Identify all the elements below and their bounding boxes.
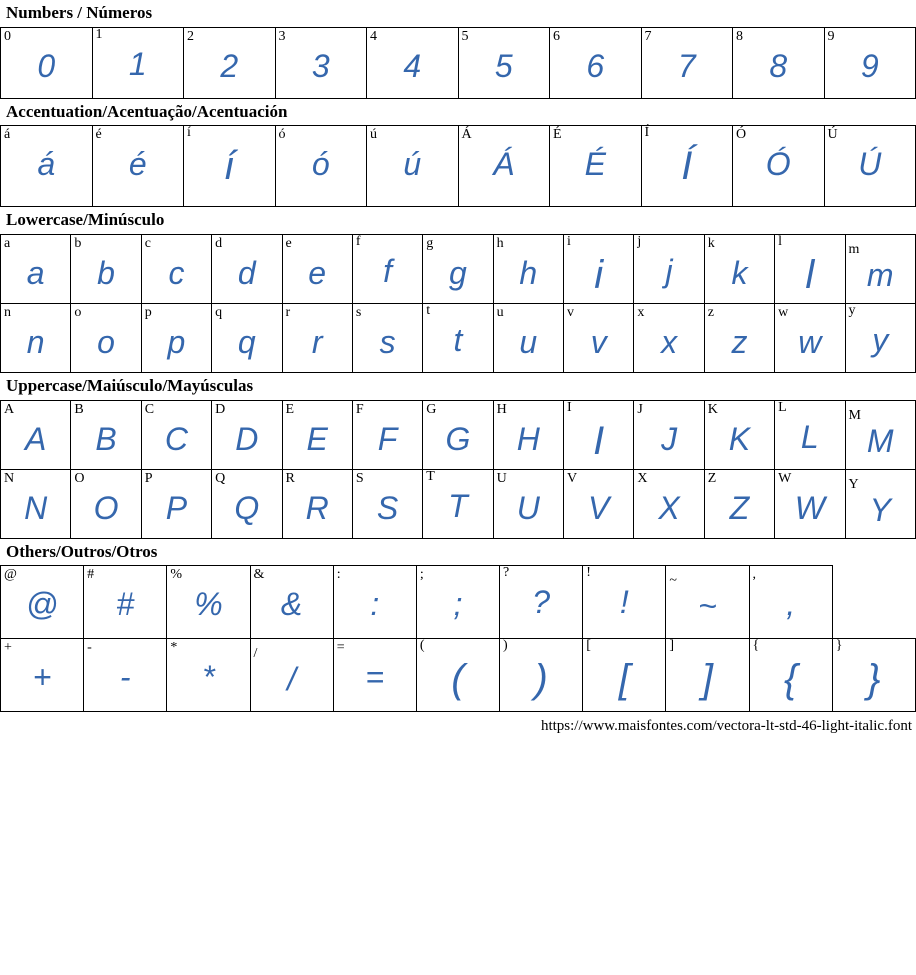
glyph-label: 5 bbox=[461, 28, 469, 44]
glyph-label: w bbox=[778, 305, 789, 321]
glyph-sample: = bbox=[365, 659, 385, 696]
glyph-sample: i bbox=[594, 253, 604, 298]
glyph-sample: + bbox=[32, 659, 52, 696]
glyph-cell bbox=[71, 469, 141, 538]
glyph-cell bbox=[775, 235, 845, 304]
glyph-cell bbox=[564, 235, 634, 304]
glyph-sample: 6 bbox=[586, 47, 605, 84]
glyph-sample: n bbox=[26, 324, 45, 361]
glyph-label: J bbox=[637, 401, 643, 417]
glyph-sample: é bbox=[128, 146, 147, 183]
glyph-label: V bbox=[567, 470, 578, 486]
glyph-label: 2 bbox=[187, 28, 194, 44]
glyph-sample: S bbox=[376, 489, 399, 526]
glyph-table-lowercase bbox=[0, 234, 916, 373]
glyph-sample: h bbox=[519, 255, 538, 292]
glyph-cell bbox=[583, 639, 666, 712]
glyph-label: C bbox=[144, 401, 155, 417]
glyph-label: Ú bbox=[827, 127, 838, 143]
glyph-label: @ bbox=[4, 567, 17, 583]
glyph-sample: á bbox=[37, 146, 56, 183]
glyph-label: 7 bbox=[644, 28, 652, 44]
glyph-label: u bbox=[496, 305, 504, 321]
glyph-cell bbox=[416, 639, 499, 712]
glyph-cell bbox=[71, 304, 141, 373]
glyph-sample: W bbox=[794, 489, 825, 526]
glyph-label: g bbox=[426, 236, 434, 252]
glyph-sample: q bbox=[237, 324, 256, 361]
glyph-label: ( bbox=[419, 638, 425, 654]
glyph-cell bbox=[493, 304, 563, 373]
glyph-cell bbox=[1, 639, 84, 712]
glyph-cell bbox=[704, 235, 774, 304]
glyph-cell bbox=[824, 126, 916, 207]
glyph-label: z bbox=[707, 305, 714, 321]
glyph-cell bbox=[500, 639, 583, 712]
glyph-sample: 8 bbox=[769, 47, 788, 84]
glyph-label: R bbox=[285, 470, 295, 486]
glyph-sample: } bbox=[867, 657, 881, 702]
glyph-sample: B bbox=[95, 420, 117, 457]
glyph-label: 9 bbox=[827, 28, 835, 44]
glyph-label: # bbox=[87, 567, 95, 583]
glyph-label: : bbox=[336, 567, 341, 583]
glyph-label: ó bbox=[278, 127, 286, 143]
glyph-cell bbox=[282, 400, 352, 469]
glyph-label: T bbox=[426, 468, 435, 484]
glyph-cell bbox=[634, 469, 704, 538]
glyph-sample: 5 bbox=[494, 47, 513, 84]
glyph-label: é bbox=[95, 127, 102, 143]
glyph-cell bbox=[775, 304, 845, 373]
glyph-cell bbox=[641, 126, 733, 207]
glyph-label: c bbox=[144, 236, 151, 252]
glyph-cell bbox=[141, 235, 211, 304]
glyph-cell bbox=[733, 27, 825, 98]
glyph-label: f bbox=[355, 234, 361, 250]
glyph-sample: { bbox=[783, 657, 798, 702]
glyph-sample: X bbox=[658, 489, 680, 526]
glyph-cell bbox=[845, 469, 916, 538]
glyph-sample: E bbox=[306, 420, 328, 457]
glyph-sample: ] bbox=[701, 657, 714, 702]
glyph-table-uppercase bbox=[0, 400, 916, 539]
glyph-label: á bbox=[4, 127, 11, 143]
glyph-cell bbox=[458, 126, 550, 207]
glyph-cell bbox=[250, 639, 333, 712]
glyph-cell bbox=[84, 566, 167, 639]
glyph-label: D bbox=[215, 401, 226, 417]
glyph-cell bbox=[352, 304, 422, 373]
glyph-sample: ~ bbox=[698, 588, 717, 625]
glyph-cell bbox=[1, 566, 84, 639]
glyph-cell bbox=[550, 126, 642, 207]
glyph-sample: T bbox=[448, 487, 468, 524]
glyph-sample: U bbox=[516, 489, 540, 526]
glyph-cell bbox=[282, 304, 352, 373]
glyph-label: d bbox=[215, 236, 223, 252]
glyph-label: [ bbox=[586, 638, 591, 654]
glyph-label: e bbox=[285, 236, 292, 252]
glyph-cell bbox=[845, 235, 916, 304]
glyph-sample: 9 bbox=[860, 47, 879, 84]
glyph-label: - bbox=[87, 640, 92, 656]
glyph-table-numbers bbox=[0, 27, 916, 99]
glyph-label: v bbox=[567, 305, 574, 321]
glyph-cell bbox=[367, 126, 459, 207]
glyph-cell bbox=[583, 566, 666, 639]
glyph-sample: Q bbox=[234, 489, 260, 526]
glyph-cell bbox=[634, 235, 704, 304]
glyph-sample: P bbox=[165, 489, 188, 526]
glyph-cell bbox=[666, 566, 749, 639]
glyph-cell bbox=[1, 126, 93, 207]
glyph-sample: R bbox=[305, 489, 329, 526]
glyph-sample: g bbox=[449, 255, 467, 292]
glyph-cell bbox=[212, 469, 282, 538]
glyph-cell bbox=[832, 639, 915, 712]
glyph-cell bbox=[141, 469, 211, 538]
glyph-sample: Ó bbox=[765, 146, 791, 183]
glyph-sample: 3 bbox=[311, 47, 330, 84]
glyph-sample: J bbox=[661, 420, 678, 457]
glyph-sample: D bbox=[235, 420, 259, 457]
glyph-sample: a bbox=[26, 255, 45, 292]
glyph-cell bbox=[493, 469, 563, 538]
glyph-cell bbox=[416, 566, 499, 639]
glyph-cell bbox=[1, 235, 71, 304]
glyph-sample: p bbox=[167, 324, 186, 361]
glyph-sample: y bbox=[872, 322, 889, 359]
glyph-label: { bbox=[752, 638, 760, 654]
glyph-cell bbox=[733, 126, 825, 207]
glyph-label: B bbox=[74, 401, 84, 417]
glyph-sample: / bbox=[287, 661, 297, 698]
glyph-cell bbox=[367, 27, 459, 98]
glyph-label: l bbox=[778, 234, 783, 250]
glyph-label: G bbox=[426, 401, 437, 417]
glyph-cell bbox=[423, 235, 493, 304]
glyph-cell bbox=[282, 235, 352, 304]
glyph-label: , bbox=[752, 567, 757, 583]
glyph-cell bbox=[92, 126, 184, 207]
glyph-cell bbox=[141, 304, 211, 373]
glyph-sample: N bbox=[24, 489, 48, 526]
glyph-sample: Z bbox=[729, 489, 750, 526]
glyph-sample: z bbox=[731, 324, 748, 361]
glyph-sample: A bbox=[25, 420, 47, 457]
glyph-label: Q bbox=[215, 470, 226, 486]
glyph-cell bbox=[212, 400, 282, 469]
glyph-cell bbox=[333, 639, 416, 712]
glyph-label: 4 bbox=[370, 28, 377, 44]
glyph-cell bbox=[71, 400, 141, 469]
glyph-cell bbox=[564, 469, 634, 538]
glyph-sample: [ bbox=[618, 657, 630, 702]
glyph-cell bbox=[493, 235, 563, 304]
glyph-cell bbox=[641, 27, 733, 98]
glyph-label: M bbox=[848, 407, 861, 423]
glyph-label: U bbox=[496, 470, 507, 486]
glyph-sample: Á bbox=[493, 146, 515, 183]
glyph-label: } bbox=[835, 638, 843, 654]
glyph-cell bbox=[333, 566, 416, 639]
glyph-cell bbox=[634, 304, 704, 373]
glyph-label: Z bbox=[707, 470, 717, 486]
glyph-label: 0 bbox=[4, 28, 11, 44]
glyph-sample: - bbox=[119, 659, 131, 696]
table-row bbox=[1, 400, 916, 469]
glyph-cell bbox=[704, 400, 774, 469]
glyph-label: k bbox=[707, 236, 715, 252]
glyph-sample: s bbox=[379, 324, 396, 361]
table-row bbox=[1, 126, 916, 207]
glyph-label: * bbox=[170, 640, 178, 656]
glyph-label: W bbox=[778, 470, 792, 486]
glyph-cell bbox=[167, 566, 250, 639]
glyph-cell bbox=[458, 27, 550, 98]
glyph-sample: k bbox=[731, 255, 748, 292]
table-row bbox=[1, 469, 916, 538]
glyph-label: j bbox=[637, 234, 642, 250]
glyph-sample: @ bbox=[25, 586, 59, 623]
glyph-cell bbox=[184, 126, 276, 207]
glyph-label: % bbox=[170, 567, 183, 583]
glyph-sample: v bbox=[590, 324, 607, 361]
glyph-sample: Ú bbox=[858, 146, 882, 183]
glyph-sample: j bbox=[665, 253, 673, 290]
glyph-cell bbox=[1, 27, 93, 98]
glyph-sample: m bbox=[866, 257, 894, 294]
glyph-sample: 7 bbox=[677, 47, 696, 84]
glyph-label: r bbox=[285, 305, 291, 321]
glyph-sample: É bbox=[584, 146, 606, 183]
glyph-cell bbox=[666, 639, 749, 712]
glyph-cell bbox=[282, 469, 352, 538]
glyph-label: L bbox=[778, 399, 787, 415]
glyph-cell bbox=[423, 400, 493, 469]
glyph-cell bbox=[212, 304, 282, 373]
glyph-label: Ó bbox=[736, 127, 747, 143]
glyph-cell bbox=[749, 566, 832, 639]
glyph-cell bbox=[775, 400, 845, 469]
glyph-sample: x bbox=[661, 324, 678, 361]
glyph-sample: O bbox=[93, 489, 119, 526]
glyph-cell bbox=[1, 304, 71, 373]
glyph-sample: # bbox=[116, 586, 135, 623]
glyph-cell bbox=[275, 126, 367, 207]
glyph-cell bbox=[845, 304, 916, 373]
glyph-label: ú bbox=[370, 127, 377, 143]
glyph-cell bbox=[564, 304, 634, 373]
glyph-label: 6 bbox=[553, 28, 560, 44]
glyph-cell bbox=[824, 27, 916, 98]
glyph-sample: b bbox=[97, 255, 115, 292]
glyph-cell bbox=[167, 639, 250, 712]
glyph-label: K bbox=[707, 401, 718, 417]
glyph-sample: o bbox=[97, 324, 115, 361]
glyph-label: F bbox=[355, 401, 364, 417]
glyph-cell bbox=[212, 235, 282, 304]
glyph-sample: K bbox=[728, 420, 751, 457]
glyph-sample: G bbox=[445, 420, 471, 457]
glyph-label: Á bbox=[461, 127, 472, 143]
glyph-sample: r bbox=[311, 324, 323, 361]
glyph-label: 3 bbox=[278, 28, 286, 44]
section-title-numbers: Numbers / Números bbox=[6, 3, 153, 22]
glyph-cell bbox=[423, 469, 493, 538]
table-row bbox=[1, 639, 916, 712]
source-url[interactable]: https://www.maisfontes.com/vectora-lt-std-46-light-italic.font bbox=[540, 718, 912, 735]
glyph-cell bbox=[704, 469, 774, 538]
glyph-sample: L bbox=[800, 418, 819, 455]
glyph-label: Y bbox=[848, 476, 859, 492]
glyph-sample: V bbox=[588, 489, 610, 526]
glyph-sample: ó bbox=[311, 146, 330, 183]
glyph-label: H bbox=[496, 401, 507, 417]
glyph-table-others bbox=[0, 565, 916, 712]
glyph-label: o bbox=[74, 305, 82, 321]
glyph-sample: , bbox=[786, 586, 796, 623]
glyph-cell bbox=[84, 639, 167, 712]
glyph-cell bbox=[141, 400, 211, 469]
glyph-cell bbox=[775, 469, 845, 538]
table-row bbox=[1, 27, 916, 98]
glyph-label: Í bbox=[644, 125, 650, 141]
glyph-cell bbox=[352, 469, 422, 538]
glyph-cell bbox=[423, 304, 493, 373]
glyph-sample: ! bbox=[619, 584, 629, 621]
glyph-label: P bbox=[144, 470, 153, 486]
glyph-label: 8 bbox=[736, 28, 743, 44]
glyph-label: ! bbox=[586, 565, 591, 581]
glyph-sample: 0 bbox=[37, 47, 56, 84]
glyph-sample: I bbox=[593, 418, 605, 463]
glyph-sample: C bbox=[164, 420, 188, 457]
glyph-label: / bbox=[253, 646, 258, 662]
section-title-others: Others/Outros/Otros bbox=[6, 541, 158, 561]
glyph-label: ? bbox=[503, 565, 510, 581]
glyph-label: N bbox=[4, 470, 15, 486]
glyph-cell bbox=[184, 27, 276, 98]
glyph-label: a bbox=[4, 236, 11, 252]
glyph-sample: % bbox=[194, 586, 223, 623]
glyph-cell bbox=[92, 27, 184, 98]
table-row bbox=[1, 304, 916, 373]
glyph-label: É bbox=[553, 127, 562, 143]
glyph-label: x bbox=[637, 305, 645, 321]
glyph-label: h bbox=[496, 236, 504, 252]
glyph-label: S bbox=[355, 470, 364, 486]
glyph-label: & bbox=[253, 567, 265, 583]
glyph-sample: ) bbox=[534, 657, 548, 702]
glyph-sample: ? bbox=[532, 584, 551, 621]
glyph-cell bbox=[749, 639, 832, 712]
glyph-cell bbox=[1, 400, 71, 469]
glyph-cell bbox=[704, 304, 774, 373]
glyph-cell bbox=[352, 400, 422, 469]
glyph-sample: Y bbox=[869, 491, 891, 528]
section-title-uppercase: Uppercase/Maiúsculo/Mayúsculas bbox=[6, 376, 254, 396]
glyph-sample: í bbox=[223, 144, 235, 189]
glyph-sample: 2 bbox=[220, 47, 239, 84]
glyph-sample: u bbox=[519, 324, 538, 361]
glyph-cell bbox=[1, 469, 71, 538]
glyph-sample: H bbox=[516, 420, 540, 457]
glyph-cell bbox=[250, 566, 333, 639]
glyph-label: ; bbox=[419, 567, 424, 583]
glyph-sample: t bbox=[453, 322, 463, 359]
glyph-label: í bbox=[187, 125, 191, 141]
section-title-accentuation: Accentuation/Acentuação/Acentuación bbox=[6, 101, 288, 121]
glyph-table-accentuation bbox=[0, 125, 916, 207]
glyph-sample: F bbox=[377, 420, 398, 457]
glyph-label: ] bbox=[669, 638, 675, 654]
glyph-label: A bbox=[4, 401, 15, 417]
glyph-label: n bbox=[4, 305, 11, 321]
glyph-cell bbox=[352, 235, 422, 304]
glyph-sample: c bbox=[168, 255, 185, 292]
glyph-sample: e bbox=[308, 255, 327, 292]
table-row bbox=[1, 235, 916, 304]
glyph-sample: ; bbox=[453, 586, 463, 623]
glyph-sample: l bbox=[805, 253, 815, 298]
table-row bbox=[1, 566, 916, 639]
glyph-label: y bbox=[848, 303, 856, 319]
glyph-label: b bbox=[74, 236, 82, 252]
glyph-cell bbox=[845, 400, 916, 469]
glyph-sample: M bbox=[866, 422, 894, 459]
glyph-sample: 4 bbox=[403, 47, 422, 84]
glyph-label: t bbox=[426, 303, 431, 319]
glyph-sample: * bbox=[202, 659, 215, 696]
glyph-label: q bbox=[215, 305, 223, 321]
glyph-sample: 1 bbox=[128, 45, 147, 82]
glyph-cell bbox=[634, 400, 704, 469]
glyph-sample: & bbox=[280, 586, 303, 623]
glyph-cell bbox=[71, 235, 141, 304]
glyph-label: i bbox=[567, 234, 571, 250]
glyph-label: p bbox=[144, 305, 152, 321]
glyph-label: + bbox=[4, 640, 12, 656]
glyph-label: 1 bbox=[95, 26, 103, 42]
section-title-lowercase: Lowercase/Minúsculo bbox=[6, 210, 165, 230]
glyph-label: E bbox=[285, 401, 295, 417]
glyph-cell bbox=[500, 566, 583, 639]
glyph-cell bbox=[275, 27, 367, 98]
glyph-label: O bbox=[74, 470, 85, 486]
glyph-label: X bbox=[637, 470, 648, 486]
glyph-sample: ( bbox=[451, 657, 465, 702]
glyph-label: ) bbox=[503, 638, 508, 654]
glyph-sample: Í bbox=[681, 144, 693, 189]
glyph-label: I bbox=[567, 399, 572, 415]
glyph-label: ~ bbox=[669, 573, 677, 589]
glyph-cell bbox=[493, 400, 563, 469]
glyph-sample: : bbox=[370, 586, 380, 623]
glyph-label: = bbox=[336, 640, 345, 656]
glyph-cell bbox=[550, 27, 642, 98]
glyph-sample: d bbox=[237, 255, 256, 292]
glyph-sample: f bbox=[383, 253, 392, 290]
glyph-sample: w bbox=[798, 324, 822, 361]
glyph-sample: ú bbox=[403, 146, 422, 183]
glyph-label: s bbox=[355, 305, 362, 321]
glyph-label: m bbox=[848, 242, 860, 258]
glyph-cell bbox=[564, 400, 634, 469]
